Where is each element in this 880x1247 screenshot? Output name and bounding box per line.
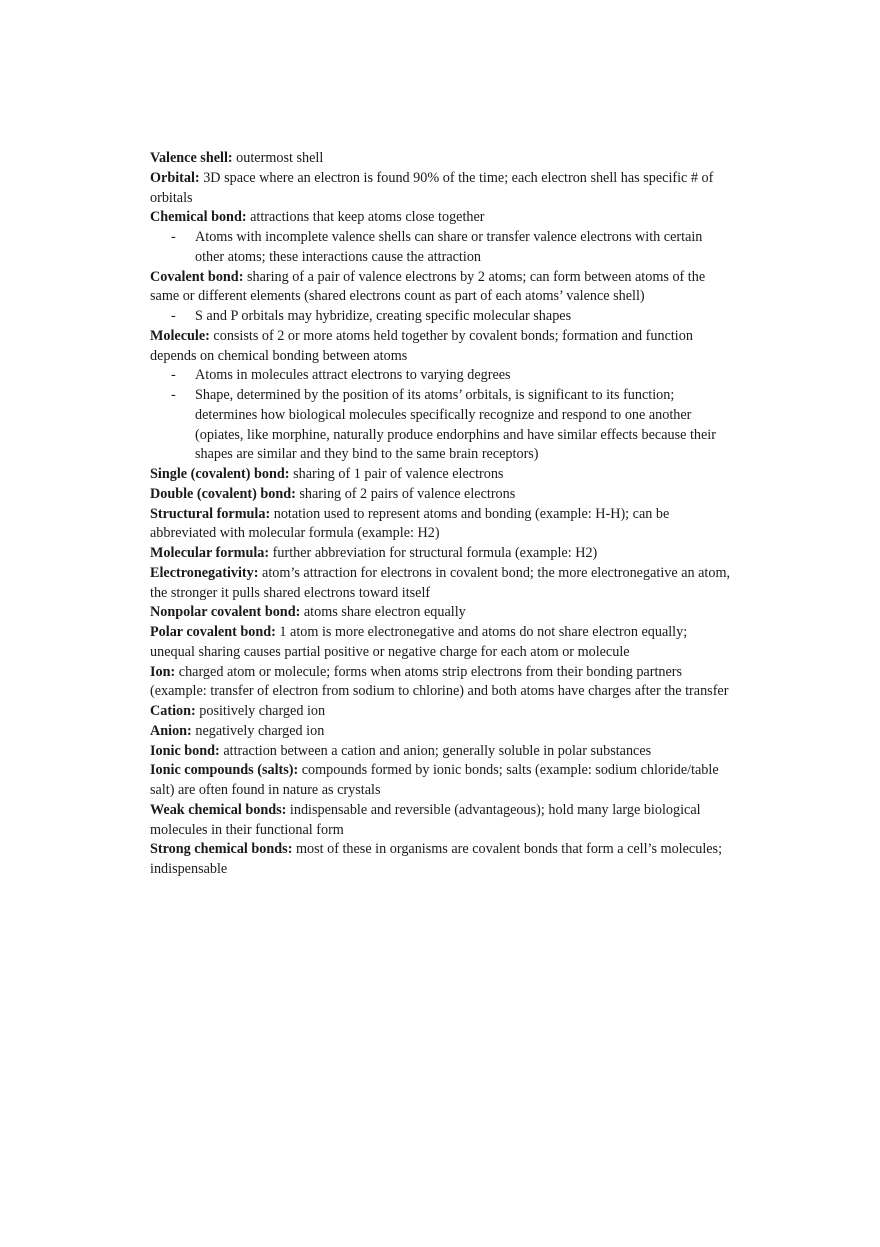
term: Electronegativity: <box>150 564 259 581</box>
definition: 3D space where an electron is found 90% of the time; each electron shell has specific # of orbitals <box>150 169 714 206</box>
glossary <box>150 149 734 880</box>
glossary-entry <box>150 505 734 545</box>
glossary-entry <box>150 722 734 742</box>
bullet-item <box>150 228 734 268</box>
definition: compounds formed by ionic bonds; salts (example: sodium chloride/table salt) are often found in nature as crystals <box>150 762 719 798</box>
glossary-entry <box>150 801 734 841</box>
term: Molecular formula: <box>150 545 270 561</box>
glossary-entry <box>150 544 734 564</box>
glossary-entry <box>150 465 734 485</box>
definition: positively charged ion <box>199 703 326 719</box>
term: Ionic bond: <box>150 742 220 759</box>
glossary-entry <box>150 761 734 801</box>
definition: further abbreviation for structural formula (example: H2) <box>272 545 598 561</box>
bullet-item <box>150 366 734 386</box>
definition: sharing of 1 pair of valence electrons <box>293 466 504 482</box>
bullet-text: Atoms in molecules attract electrons to varying degrees <box>195 367 511 384</box>
glossary-entry <box>150 840 734 880</box>
definition: indispensable and reversible (advantageous); hold many large biological molecules in their functional form <box>150 801 701 838</box>
bullet-text: Shape, determined by the position of its atoms’ orbitals, is significant to its function; determines how biological molecules specifically recognize and respond to one another (opiates, like morphine, naturally produce endorphins and have similar effects because their shapes are similar and they bind to the same brain receptors) <box>195 387 716 463</box>
term: Polar covalent bond: <box>150 624 276 640</box>
dash-marker: - <box>171 387 176 403</box>
glossary-entry <box>150 327 734 367</box>
term: Anion: <box>150 722 192 739</box>
dash-marker: - <box>171 308 176 324</box>
term: Single (covalent) bond: <box>150 466 290 482</box>
definition: atom’s attraction for electrons in covalent bond; the more electronegative an atom, the stronger it pulls shared electrons toward itself <box>150 564 731 601</box>
term: Orbital: <box>150 169 200 186</box>
glossary-entry <box>150 268 734 308</box>
definition: sharing of a pair of valence electrons by 2 atoms; can form between atoms of the same or different elements (shared electrons count as part of each atoms’ valence shell) <box>150 268 706 305</box>
glossary-entry <box>150 742 734 762</box>
glossary-entry <box>150 169 734 209</box>
bullet-list <box>150 307 734 327</box>
term: Molecule: <box>150 327 210 344</box>
term: Double (covalent) bond: <box>150 485 296 502</box>
bullet-list <box>150 366 734 465</box>
definition: consists of 2 or more atoms held together by covalent bonds; formation and function depends on chemical bonding between atoms <box>150 327 693 364</box>
term: Structural formula: <box>150 505 271 522</box>
glossary-entry <box>150 208 734 228</box>
term: Ion: <box>150 663 176 680</box>
glossary-entry <box>150 702 734 722</box>
definition: negatively charged ion <box>195 722 325 739</box>
term: Ionic compounds (salts): <box>150 762 299 779</box>
bullet-item <box>150 386 734 465</box>
definition: charged atom or molecule; forms when atoms strip electrons from their bonding partners (example: transfer of electron from sodium to chlorine) and both atoms have charges after the transfer <box>150 663 729 700</box>
bullet-text: Atoms with incomplete valence shells can share or transfer valence electrons with certain other atoms; these interactions cause the attraction <box>195 229 703 265</box>
glossary-entry <box>150 564 734 604</box>
definition: notation used to represent atoms and bonding (example: H-H); can be abbreviated with molecular formula (example: H2) <box>150 505 670 542</box>
term: Cation: <box>150 703 196 719</box>
term: Chemical bond: <box>150 209 247 226</box>
definition: sharing of 2 pairs of valence electrons <box>299 485 516 502</box>
bullet-text: S and P orbitals may hybridize, creating specific molecular shapes <box>195 308 572 324</box>
glossary-entry <box>150 623 734 663</box>
glossary-entry <box>150 603 734 623</box>
dash-marker: - <box>171 367 176 384</box>
bullet-item <box>150 307 734 327</box>
glossary-entry <box>150 663 734 703</box>
definition: 1 atom is more electronegative and atoms do not share electron equally; unequal sharing causes partial positive or negative charge for each atom or molecule <box>150 624 688 660</box>
term: Strong chemical bonds: <box>150 841 293 858</box>
dash-marker: - <box>171 229 176 245</box>
term: Covalent bond: <box>150 268 244 285</box>
term: Valence shell: <box>150 150 233 166</box>
definition: most of these in organisms are covalent bonds that form a cell’s molecules; indispensable <box>150 841 723 877</box>
term: Weak chemical bonds: <box>150 801 287 818</box>
definition: outermost shell <box>236 150 324 166</box>
definition: attraction between a cation and anion; generally soluble in polar substances <box>223 742 652 759</box>
definition: atoms share electron equally <box>303 604 466 621</box>
document-page <box>150 149 734 880</box>
term: Nonpolar covalent bond: <box>150 604 301 621</box>
glossary-entry <box>150 485 734 505</box>
definition: attractions that keep atoms close together <box>250 209 485 226</box>
bullet-list <box>150 228 734 268</box>
glossary-entry <box>150 149 734 169</box>
